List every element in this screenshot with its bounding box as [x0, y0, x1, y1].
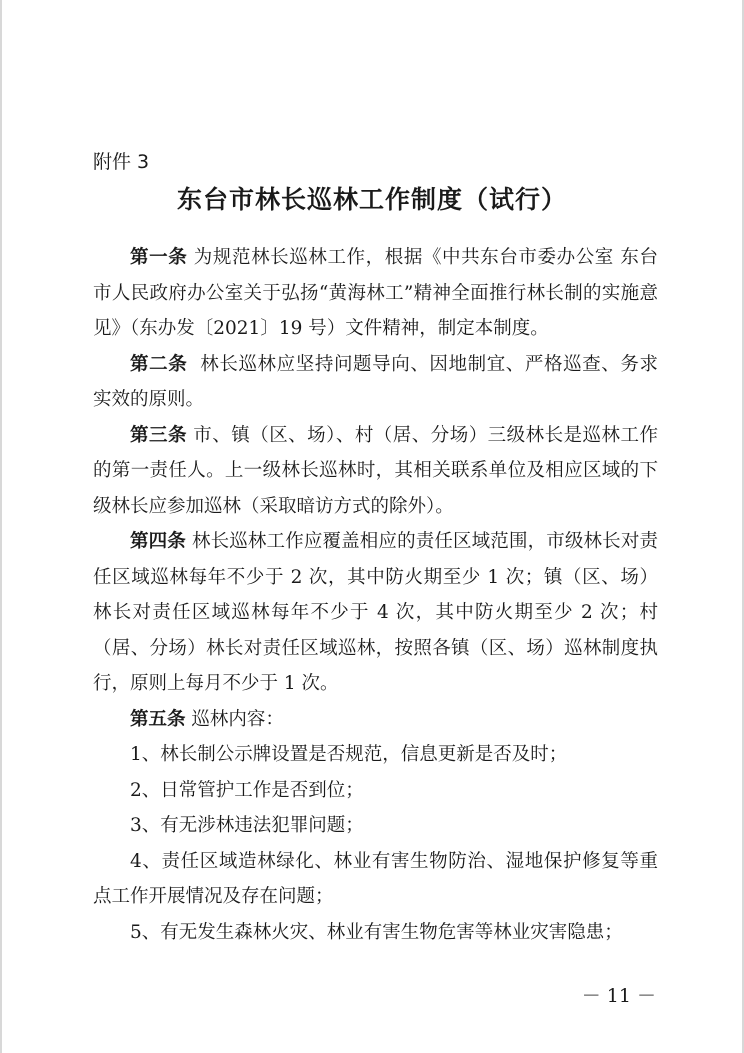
list-item-4 [93, 844, 658, 915]
article-text: 巡林内容： [191, 708, 284, 730]
list-item-text: 3、有无涉林违法犯罪问题； [130, 815, 364, 836]
article-label: 第五条 [130, 708, 186, 730]
article-text: 为规范林长巡林工作，根据《中共东台市委办公室 东台市人民政府办公室关于弘扬“黄海林工”精神全面推行林长制的实施意见》（东办发〔2021〕19 号）文件精神，制定本制度。 [93, 247, 658, 339]
paragraph-article-5 [93, 702, 658, 738]
list-item-text: 4、责任区域造林绿化、林业有害生物防治、湿地保护修复等重点工作开展情况及存在问题； [93, 850, 658, 907]
list-item-text: 1、林长制公示牌设置是否规范，信息更新是否及时； [130, 744, 568, 765]
scan-edge-left [0, 0, 2, 1053]
list-item-5 [93, 915, 658, 951]
article-text: 市、镇（区、场）、村（居、分场）三级林长是巡林工作的第一责任人。上一级林长巡林时，其相关联系单位及相应区域的下级林长应参加巡林（采取暗访方式的除外）。 [93, 424, 658, 517]
article-label: 第四条 [130, 531, 186, 552]
attachment-label: 附件 3 [93, 151, 150, 173]
article-label: 第一条 [130, 247, 188, 268]
list-item-2 [93, 773, 658, 809]
article-text: 林长巡林应坚持问题导向、因地制宜、严格巡查、务求实效的原则。 [93, 353, 658, 410]
page-number: － 11 － [581, 985, 656, 1007]
article-text: 林长巡林工作应覆盖相应的责任区域范围，市级林长对责任区域巡林每年不少于 2 次，其中防火期至少 1 次；镇（区、场）林长对责任区域巡林每年不少于 4 次，其中防火期至少 2 次；村（居、分场）林长对责任区域巡林，按照各镇（区、场）巡林制度执行，原则上每月不少于 1 次。 [93, 531, 658, 694]
list-item-text: 5、有无发生森林火灾、林业有害生物危害等林业灾害隐患； [130, 921, 623, 943]
paragraph-article-4 [93, 524, 658, 702]
paragraph-article-1 [93, 240, 658, 347]
article-label: 第三条 [130, 424, 187, 446]
document-body [93, 240, 658, 950]
article-label: 第二条 [130, 353, 188, 375]
list-item-text: 2、日常管护工作是否到位； [130, 779, 364, 801]
paragraph-article-2 [93, 347, 658, 418]
list-item-1 [93, 737, 658, 773]
list-item-3 [93, 808, 658, 844]
paragraph-article-3 [93, 418, 658, 525]
document-title: 东台市林长巡林工作制度（试行） [176, 185, 567, 214]
